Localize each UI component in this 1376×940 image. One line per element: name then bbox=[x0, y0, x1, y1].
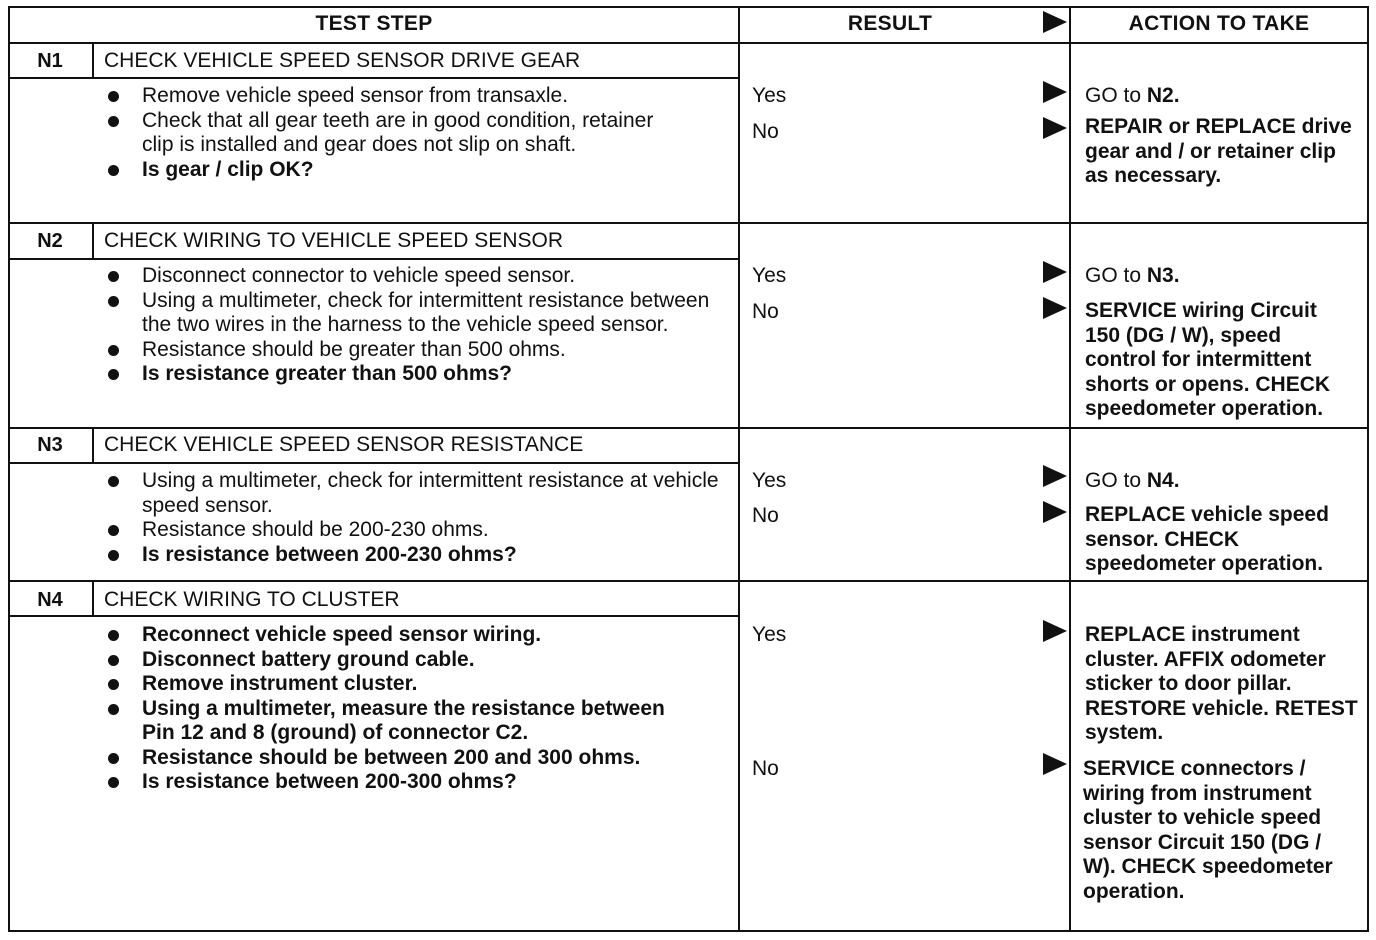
header-test-step: TEST STEP bbox=[315, 12, 433, 35]
list-item: Using a multimeter, check for intermittent resistance at vehicle speed sensor. bbox=[102, 469, 722, 518]
header-divider bbox=[8, 42, 1369, 44]
result-no: No bbox=[752, 757, 779, 780]
bullet-icon bbox=[108, 271, 119, 282]
num-divider-n3 bbox=[92, 428, 94, 463]
result-arrow-icon bbox=[1043, 297, 1067, 319]
step-title: CHECK VEHICLE SPEED SENSOR DRIVE GEAR bbox=[104, 49, 581, 72]
column-divider-action bbox=[1069, 6, 1071, 932]
result-arrow-icon bbox=[1043, 261, 1067, 283]
bullet-icon bbox=[108, 630, 119, 641]
action-no: SERVICE connectors / wiring from instrument cluster to vehicle speed sensor Circuit 150 (DG / W). CHECK speedometer operation. bbox=[1083, 757, 1333, 903]
bullet-icon bbox=[108, 476, 119, 487]
column-divider-result bbox=[738, 6, 740, 932]
list-item: Check that all gear teeth are in good condition, retainer clip is installed and gear does not slip on shaft. bbox=[102, 109, 682, 158]
action-yes: GO to N4. bbox=[1085, 469, 1180, 492]
header-arrow-icon bbox=[1043, 11, 1067, 33]
row-divider-n3 bbox=[8, 427, 1369, 429]
title-underline-n4 bbox=[8, 615, 739, 617]
bullet-icon bbox=[108, 679, 119, 690]
action-yes: GO to N3. bbox=[1085, 264, 1180, 287]
result-arrow-icon bbox=[1043, 620, 1067, 642]
bullet-icon bbox=[108, 369, 119, 380]
list-item: Is resistance between 200-300 ohms? bbox=[102, 770, 702, 795]
step-number: N2 bbox=[37, 230, 63, 252]
result-yes: Yes bbox=[752, 623, 787, 646]
bullet-icon bbox=[108, 777, 119, 788]
bullet-icon bbox=[108, 525, 119, 536]
list-item: Resistance should be greater than 500 ohms. bbox=[102, 338, 722, 363]
list-item: Disconnect battery ground cable. bbox=[102, 648, 702, 673]
step-title: CHECK WIRING TO CLUSTER bbox=[104, 588, 400, 611]
step-title: CHECK VEHICLE SPEED SENSOR RESISTANCE bbox=[104, 433, 584, 456]
bullet-icon bbox=[108, 550, 119, 561]
num-divider-n2 bbox=[92, 223, 94, 259]
table-bottom-border bbox=[8, 930, 1369, 932]
result-yes: Yes bbox=[752, 469, 787, 492]
result-yes: Yes bbox=[752, 264, 787, 287]
action-no: SERVICE wiring Circuit 150 (DG / W), speed control for intermittent shorts or opens. CHECK speedometer operation. bbox=[1085, 299, 1331, 420]
step-number: N3 bbox=[37, 434, 63, 456]
row-divider-n2 bbox=[8, 222, 1369, 224]
list-item: Remove instrument cluster. bbox=[102, 672, 702, 697]
action-yes: REPLACE instrument cluster. AFFIX odometer sticker to door pillar. RESTORE vehicle. RETEST system. bbox=[1085, 623, 1358, 744]
list-item: Remove vehicle speed sensor from transaxle. bbox=[102, 84, 682, 109]
list-item: Resistance should be 200-230 ohms. bbox=[102, 518, 722, 543]
header-action: ACTION TO TAKE bbox=[1128, 12, 1310, 35]
bullet-icon bbox=[108, 704, 119, 715]
action-no: REPAIR or REPLACE drive gear and / or retainer clip as necessary. bbox=[1085, 115, 1352, 187]
result-arrow-icon bbox=[1043, 501, 1067, 523]
step-bullets bbox=[102, 84, 682, 182]
list-item: Resistance should be between 200 and 300 ohms. bbox=[102, 746, 702, 771]
bullet-icon bbox=[108, 296, 119, 307]
result-no: No bbox=[752, 504, 779, 527]
table-top-border bbox=[8, 6, 1369, 8]
list-item: Using a multimeter, check for intermittent resistance between the two wires in the harness to the vehicle speed sensor. bbox=[102, 289, 722, 338]
bullet-icon bbox=[108, 116, 119, 127]
list-item: Disconnect connector to vehicle speed sensor. bbox=[102, 264, 722, 289]
action-yes: GO to N2. bbox=[1085, 84, 1180, 107]
bullet-icon bbox=[108, 655, 119, 666]
result-arrow-icon bbox=[1043, 81, 1067, 103]
row-divider-n4 bbox=[8, 580, 1369, 582]
list-item: Is gear / clip OK? bbox=[102, 158, 682, 183]
list-item: Is resistance greater than 500 ohms? bbox=[102, 362, 722, 387]
num-divider-n1 bbox=[92, 43, 94, 78]
step-title: CHECK WIRING TO VEHICLE SPEED SENSOR bbox=[104, 229, 563, 252]
step-bullets bbox=[102, 623, 702, 795]
result-no: No bbox=[752, 120, 779, 143]
title-underline-n2 bbox=[8, 258, 739, 260]
result-arrow-icon bbox=[1043, 753, 1067, 775]
bullet-icon bbox=[108, 165, 119, 176]
result-arrow-icon bbox=[1043, 117, 1067, 139]
title-underline-n1 bbox=[8, 77, 739, 79]
action-no: REPLACE vehicle speed sensor. CHECK speedometer operation. bbox=[1085, 503, 1329, 575]
title-underline-n3 bbox=[8, 462, 739, 464]
step-bullets bbox=[102, 264, 722, 387]
bullet-icon bbox=[108, 753, 119, 764]
num-divider-n4 bbox=[92, 581, 94, 616]
list-item: Is resistance between 200-230 ohms? bbox=[102, 543, 722, 568]
header-result: RESULT bbox=[847, 12, 933, 35]
list-item: Reconnect vehicle speed sensor wiring. bbox=[102, 623, 702, 648]
step-number: N1 bbox=[37, 50, 63, 72]
result-arrow-icon bbox=[1043, 465, 1067, 487]
result-no: No bbox=[752, 300, 779, 323]
step-bullets bbox=[102, 469, 722, 567]
list-item: Using a multimeter, measure the resistance between Pin 12 and 8 (ground) of connector C2. bbox=[102, 697, 702, 746]
bullet-icon bbox=[108, 91, 119, 102]
bullet-icon bbox=[108, 345, 119, 356]
step-number: N4 bbox=[37, 589, 63, 611]
table-left-border bbox=[8, 6, 10, 932]
result-yes: Yes bbox=[752, 84, 787, 107]
